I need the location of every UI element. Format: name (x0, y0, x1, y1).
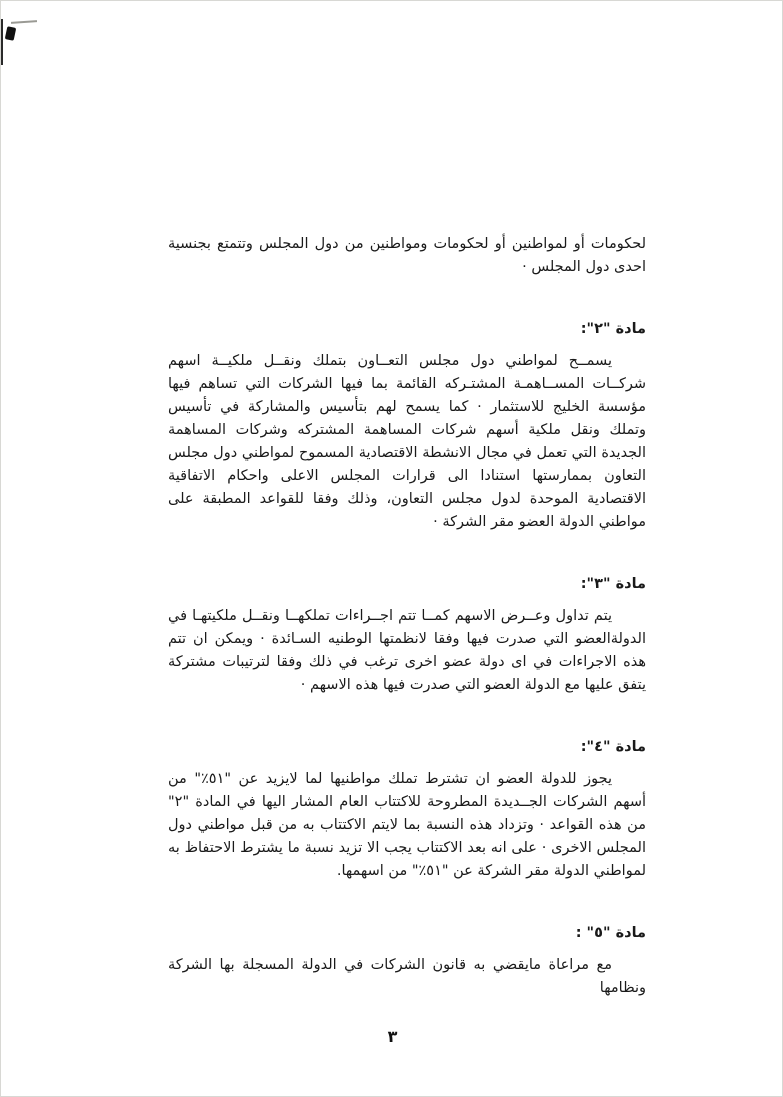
article-2-heading: مادة "٢": (580, 321, 646, 337)
scan-artifact-speck (5, 26, 17, 41)
document-text-block (168, 233, 646, 1000)
scan-artifact-smudge (11, 20, 37, 24)
paragraph-continuation: لحكومات أو لمواطنين أو لحكومات ومواطنين من دول المجلس وتتمتع بجنسية احدى دول المجلس · (168, 236, 646, 275)
article-5-body: مع مراعاة مايقضي به قانون الشركات في الدولة المسجلة بها الشركة ونظامها (168, 957, 646, 996)
article-5-heading: مادة "٥" : (575, 925, 646, 941)
article-3-body: يتم تداول وعــرض الاسهم كمــا تتم اجــراءات تملكهــا ونقــل ملكيتهـا في الدولةالعضو التي صدرت فيها وفقا لانظمتها الوطنيه السـائدة · ويمكن ان تتم هذه الاجراءات في اى دولة عضو اخرى ترغب في ذلك وفقا لترتيبات مشتركة يتفق عليها مع الدولة العضو التي صدرت فيها هذه الاسهم · (168, 608, 646, 693)
article-3-heading: مادة "٣": (580, 576, 646, 592)
article-2-body: يسمــح لمواطني دول مجلس التعــاون بتملك ونقــل ملكيــة اسهم شركــات المســاهمـة المشتـركه القائمة بما فيها الشركات التي تساهم فيها مؤسسة الخليج للاستثمار · كما يسمح لهم بتأسيس والمشاركة في تأسيس وتملك ونقل ملكية أسهم شركات المساهمة المشتركه وشركات المساهمة الجديدة التي تعمل في مجال الانشطة الاقتصادية المسموح لمواطني دول مجلس التعاون بممارستها استنادا الى قرارات المجلس الاعلى واحكام الاتفاقية الاقتصادية الموحدة لدول مجلس التعاون، وذلك وفقا للقواعد المطبقة على مواطني الدولة العضو مقر الشركة · (168, 353, 646, 530)
article-4-body: يجوز للدولة العضو ان تشترط تملك مواطنيها لما لايزيد عن "٥١٪" من أسهم الشركات الجــديدة المطروحة للاكتتاب العام المشار اليها في المادة "٢" من هذه القواعد · وتزداد هذه النسبة بما لايتم الاكتتاب به من قبل مواطني دول المجلس الاخرى · على انه بعد الاكتتاب يجب الا تزيد نسبة ما يشترط الاحتفاظ به لمواطني الدولة مقر الشركة عن "٥١٪" من اسهمها. (168, 771, 646, 879)
page-number: ٣ (387, 1027, 398, 1046)
article-4-heading: مادة "٤": (580, 739, 646, 755)
scan-artifact-edge-line (1, 19, 3, 65)
